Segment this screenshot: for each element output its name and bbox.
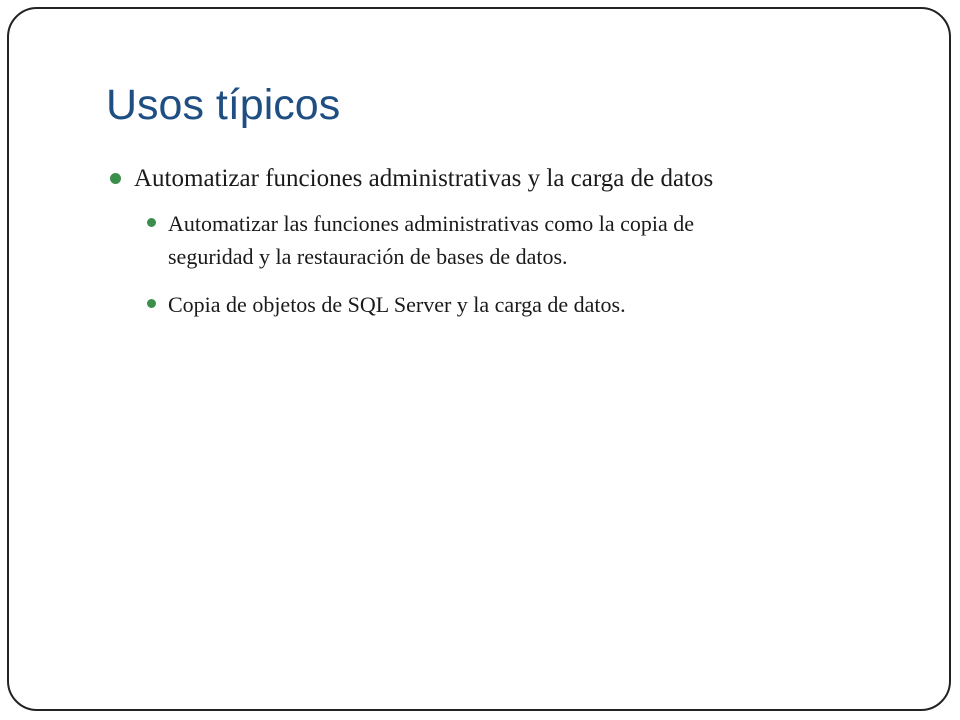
sub-bullet-line: Copia de objetos de SQL Server y la carga de datos. [168, 292, 626, 317]
sub-bullet-line: seguridad y la restauración de bases de datos. [168, 244, 568, 269]
slide-title: Usos típicos [106, 81, 341, 129]
bullet-dot-icon [110, 173, 121, 184]
sub-bullet [168, 207, 694, 273]
sub-bullet-line: Automatizar las funciones administrativas como la copia de [168, 211, 695, 236]
bullet-dot-icon [147, 218, 156, 227]
bullet-dot-icon [147, 299, 156, 308]
bullet-level1 [134, 163, 713, 195]
sub-bullet [168, 288, 626, 321]
bullet-text: Automatizar funciones administrativas y la carga de datos [134, 165, 714, 192]
